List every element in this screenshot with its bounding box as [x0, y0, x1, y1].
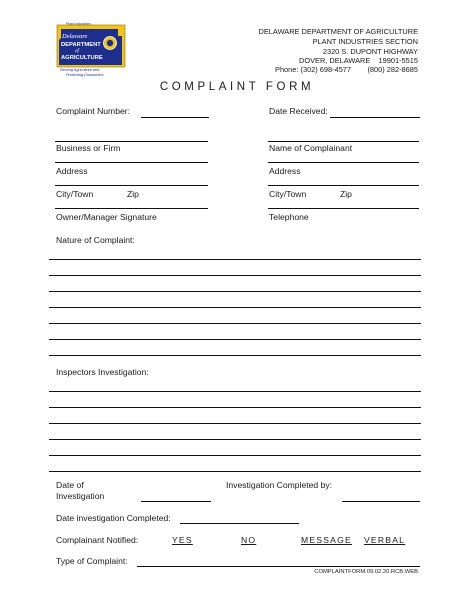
nature-line-4[interactable]	[49, 307, 421, 308]
address-left-field[interactable]	[55, 185, 208, 186]
completed-by-label: Investigation Completed by:	[226, 480, 333, 490]
completed-by-field[interactable]	[342, 501, 420, 502]
investigation-label: Investigation	[56, 491, 105, 501]
form-title: COMPLAINT FORM	[159, 81, 315, 93]
inspectors-line-6[interactable]	[49, 471, 421, 472]
city-right-label: City/Town	[269, 189, 307, 199]
business-field[interactable]	[55, 141, 208, 142]
message-option[interactable]: MESSAGE	[301, 535, 352, 545]
verbal-option[interactable]: VERBAL	[364, 535, 406, 545]
zip-left-label: Zip	[127, 189, 139, 199]
logo-top-text: Plant Industries	[66, 22, 91, 26]
type-field[interactable]	[137, 566, 420, 567]
inspectors-line-3[interactable]	[49, 423, 421, 424]
delaware-agriculture-logo	[46, 21, 132, 77]
logo-line3: of	[75, 49, 79, 54]
city-right-field[interactable]	[268, 208, 419, 209]
telephone-label: Telephone	[269, 212, 309, 222]
complainant-name-label: Name of Complainant	[269, 143, 353, 153]
logo-line4: AGRICULTURE	[61, 55, 103, 61]
nature-line-7[interactable]	[49, 355, 421, 356]
footer-code: COMPLAINTFORM.09.02.20.RCB.WEB	[314, 569, 418, 575]
date-completed-field[interactable]	[180, 523, 299, 524]
address-right-field[interactable]	[268, 185, 419, 186]
nature-line-3[interactable]	[49, 291, 421, 292]
no-option[interactable]: NO	[241, 535, 257, 545]
header-section: PLANT INDUSTRIES SECTION	[312, 37, 418, 46]
inspectors-line-1[interactable]	[49, 391, 421, 392]
inspectors-line-4[interactable]	[49, 439, 421, 440]
owner-signature-label: Owner/Manager Signature	[56, 212, 157, 222]
inspectors-line-5[interactable]	[49, 455, 421, 456]
complainant-line	[268, 162, 419, 163]
address-left-label: Address	[56, 166, 88, 176]
complaint-number-label: Complaint Number:	[56, 106, 131, 116]
nature-line-2[interactable]	[49, 275, 421, 276]
inspectors-line-2[interactable]	[49, 407, 421, 408]
business-label: Business or Firm	[56, 143, 121, 153]
header-phone: Phone: (302) 698-4577 (800) 282-8685	[275, 65, 418, 74]
header-address: 2320 S. DUPONT HIGHWAY	[322, 47, 418, 56]
complainant-name-field[interactable]	[268, 141, 419, 142]
logo-line1: Delaware	[62, 33, 88, 40]
logo-tagline2: Protecting Consumers	[66, 73, 104, 77]
complaint-number-field[interactable]	[141, 117, 209, 118]
nature-line-1[interactable]	[49, 259, 421, 260]
date-received-field[interactable]	[330, 117, 420, 118]
nature-label: Nature of Complaint:	[56, 235, 135, 245]
logo-tagline1: Serving Agriculture and	[60, 68, 100, 72]
logo-line2: DEPARTMENT	[61, 42, 101, 48]
yes-option[interactable]: YES	[172, 535, 193, 545]
header-dept: DELAWARE DEPARTMENT OF AGRICULTURE	[258, 27, 418, 36]
nature-line-6[interactable]	[49, 339, 421, 340]
zip-right-label: Zip	[340, 189, 352, 199]
nature-line-5[interactable]	[49, 323, 421, 324]
date-of-investigation-field[interactable]	[141, 501, 211, 502]
inspectors-label: Inspectors Investigation:	[56, 367, 149, 377]
type-label: Type of Complaint:	[56, 556, 128, 566]
date-of-label: Date of	[56, 480, 84, 490]
business-line	[55, 162, 208, 163]
address-right-label: Address	[269, 166, 301, 176]
header-city: DOVER, DELAWARE 19901-5515	[299, 56, 418, 65]
date-received-label: Date Received:	[269, 106, 328, 116]
date-completed-label: Date investigation Completed:	[56, 513, 171, 523]
city-left-field[interactable]	[55, 208, 208, 209]
notified-label: Complainant Notified:	[56, 535, 139, 545]
city-left-label: City/Town	[56, 189, 94, 199]
